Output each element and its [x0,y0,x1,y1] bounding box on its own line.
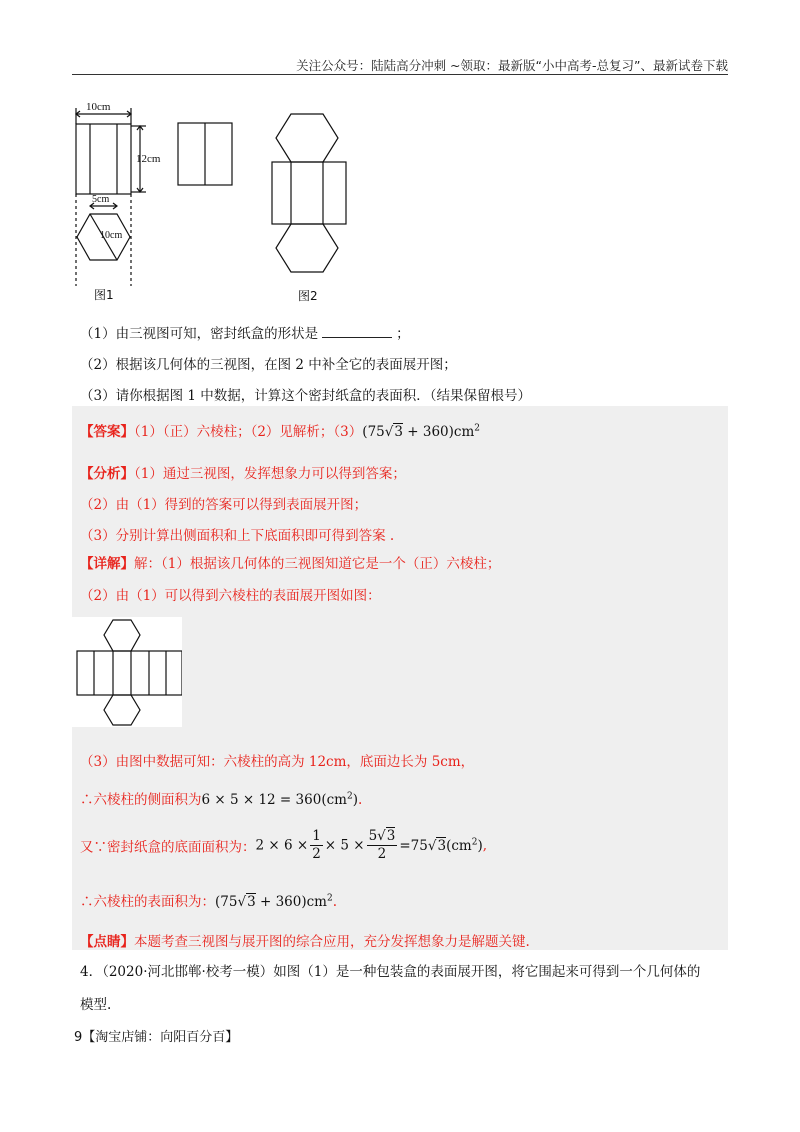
question-2: （2）根据该几何体的三视图，在图 2 中补全它的表面展开图； [80,357,457,373]
detail-line-6: ∴六棱柱的表面积为：$(75√3 + 360)cm^2$. [80,893,338,910]
page-footer: 9【淘宝店铺：向阳百分百】 [74,1030,239,1045]
page-header: 关注公众号：陆陆高分冲刺 ~领取：最新版“小中高考-总复习”、最新试卷下载 [296,58,728,73]
header-rule [72,74,728,75]
analysis-line-2: （2）由（1）得到的答案可以得到表面展开图； [80,497,368,513]
question-3: （3）请你根据图 1 中数据，计算这个密封纸盒的表面积．（结果保留根号） [80,388,532,404]
fig1-side-label: 5cm [92,194,110,205]
detail-line-5: 又∵密封纸盒的底面面积为：2 × 6 × $\frac{1}{2}$ × 5 × $\frac{5√3}{2}$ $=75√3(cm^2)$, [80,828,488,862]
analysis-line-3: （3）分别计算出侧面积和上下底面积即可得到答案 . [80,528,395,544]
detail-line-1: 【详解】解：（1）根据该几何体的三视图知道它是一个（正）六棱柱； [80,556,501,572]
fig1-height-label: 12cm [136,153,161,165]
fig1-width-label: 10cm [86,101,111,113]
detail-line-4: ∴六棱柱的侧面积为$6 \times 5 \times 12 = 360(cm^2)$. [80,791,363,808]
figure-1 [66,96,176,306]
question-1: （1）由三视图可知，密封纸盒的形状是 ； [80,326,410,342]
fig2-caption: 图2 [298,289,318,303]
answer-blank[interactable] [322,325,392,338]
detail-line-2: （2）由（1）可以得到六棱柱的表面展开图如图： [80,588,381,604]
detail-line-3: （3）由图中数据可知：六棱柱的高为 12cm，底面边长为 5cm， [80,754,475,770]
figure-1-side-view [176,120,236,190]
answer-line: 【答案】（1）（正）六棱柱；（2）见解析；$(3)(75√3 + 360)cm^2$ [80,423,481,440]
figure-3-net [72,617,182,727]
fig1-caption: 图1 [94,288,114,302]
figure-2 [262,106,362,306]
fig1-diag-label: 10cm [100,230,123,241]
comment-line: 【点睛】本题考查三视图与展开图的综合应用，充分发挥想象力是解题关键. [80,934,530,950]
analysis-line-1: 【分析】（1）通过三视图，发挥想象力可以得到答案； [80,466,406,482]
question-4: 4．（2020·河北邯郸·校考一模）如图（1）是一种包装盒的表面展开图，将它围起来可得到一个几何体的 模型. [80,964,701,1013]
